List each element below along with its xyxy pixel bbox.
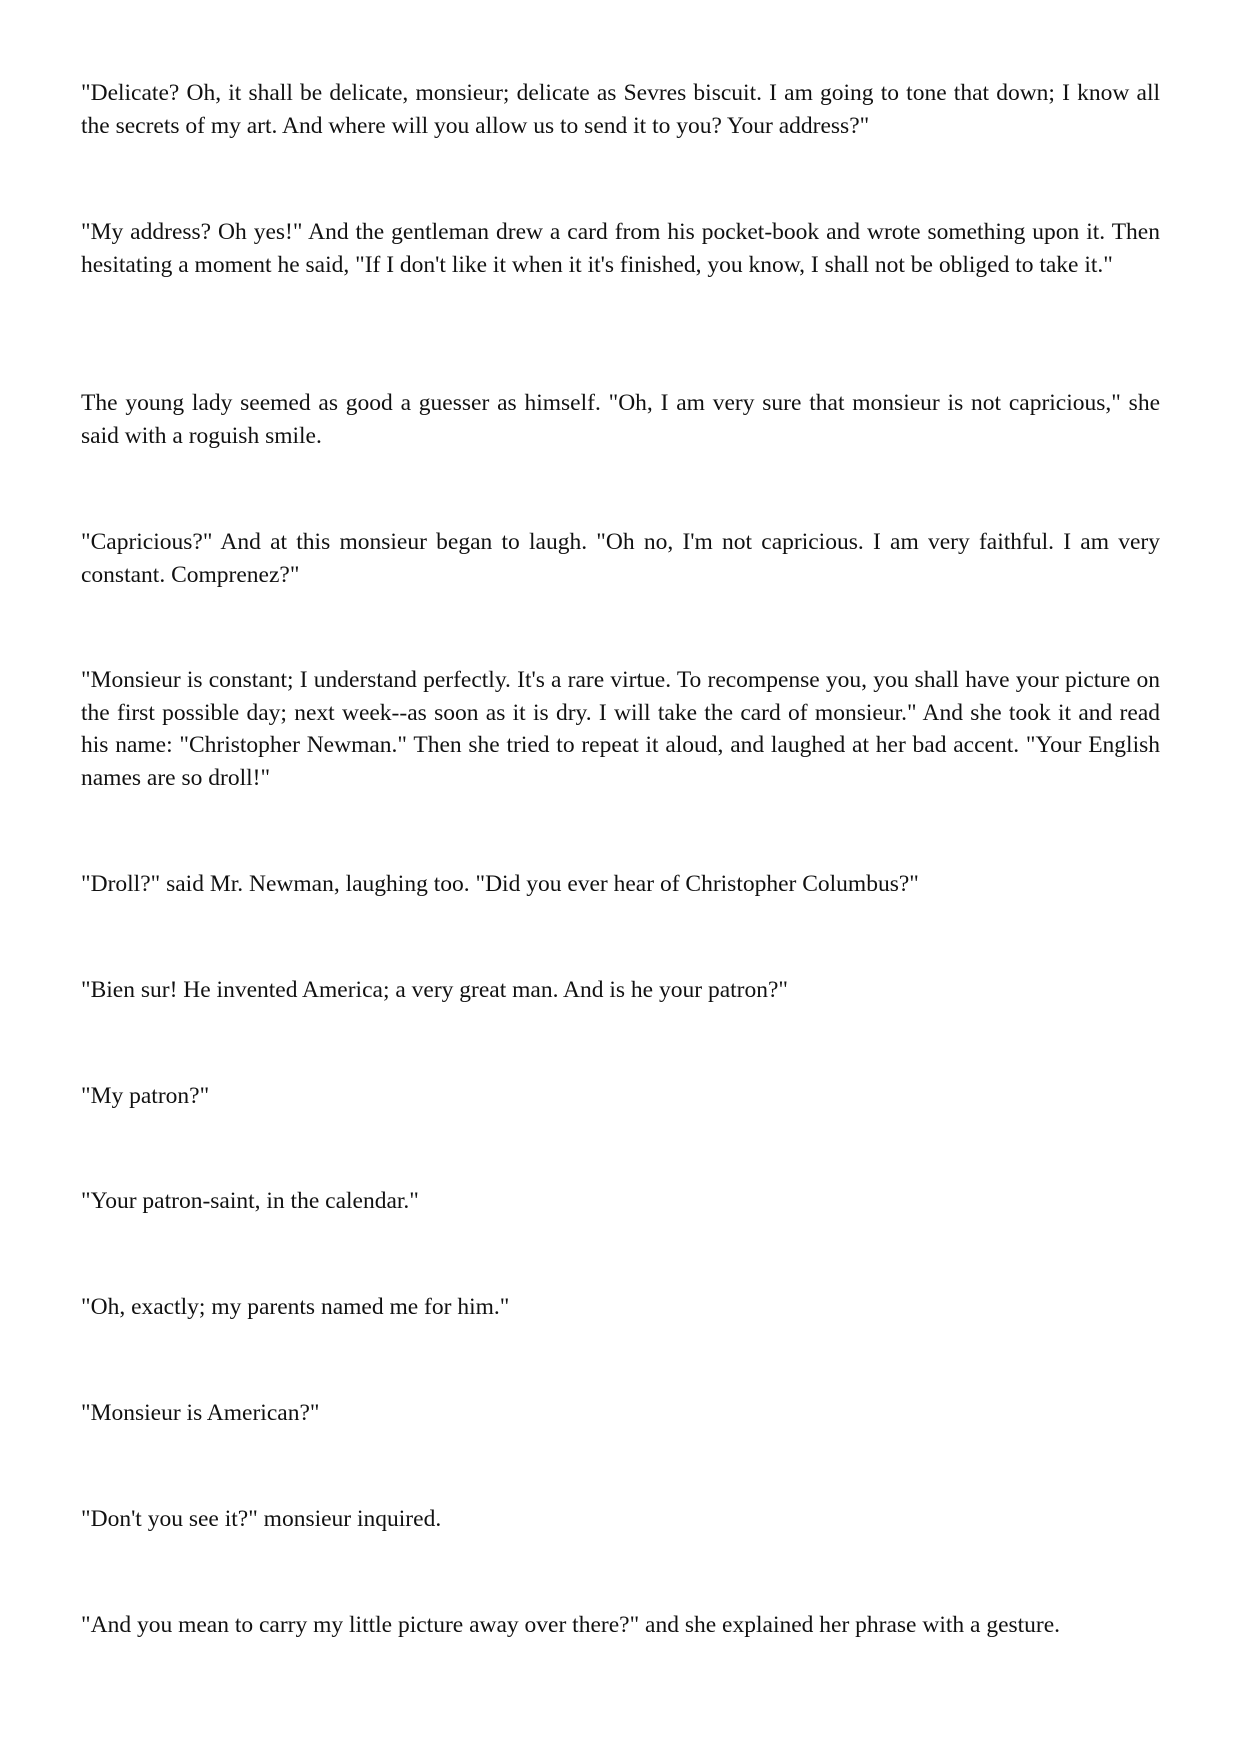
paragraph: "Droll?" said Mr. Newman, laughing too. "Did you ever hear of Christopher Columbus?" (81, 871, 919, 897)
paragraph: "Your patron-saint, in the calendar." (81, 1188, 419, 1214)
paragraph: "My patron?" (81, 1083, 210, 1109)
document-page (81, 0, 1160, 1755)
paragraph: "Monsieur is constant; I understand perfectly. It's a rare virtue. To recompense you, you shall have your picture on the first possible day; next week--as soon as it is dry. I will take the card of monsieur." And she took it and read his name: "Christopher Newman." Then she tried to repeat it aloud, and laughed at her bad accent. "Your English names are so droll!" (81, 667, 1160, 791)
paragraph: "Don't you see it?" monsieur inquired. (81, 1506, 442, 1532)
paragraph: "Oh, exactly; my parents named me for him." (81, 1294, 510, 1320)
paragraph: The young lady seemed as good a guesser as himself. "Oh, I am very sure that monsieur is not capricious," she said with a roguish smile. (81, 390, 1160, 449)
paragraph: "Bien sur! He invented America; a very great man. And is he your patron?" (81, 977, 788, 1003)
paragraph: "Capricious?" And at this monsieur began to laugh. "Oh no, I'm not capricious. I am very faithful. I am very constant. Comprenez?" (81, 529, 1160, 588)
paragraph: "My address? Oh yes!" And the gentleman drew a card from his pocket-book and wrote something upon it. Then hesitating a moment he said, "If I don't like it when it it's finished, you know, I shall not be obliged to take it." (81, 219, 1160, 278)
paragraph: "Monsieur is American?" (81, 1400, 320, 1426)
paragraph: "And you mean to carry my little picture away over there?" and she explained her phrase with a gesture. (81, 1612, 1061, 1638)
paragraph: "Delicate? Oh, it shall be delicate, monsieur; delicate as Sevres biscuit. I am going to tone that down; I know all the secrets of my art. And where will you allow us to send it to you? Your address?" (81, 80, 1160, 139)
